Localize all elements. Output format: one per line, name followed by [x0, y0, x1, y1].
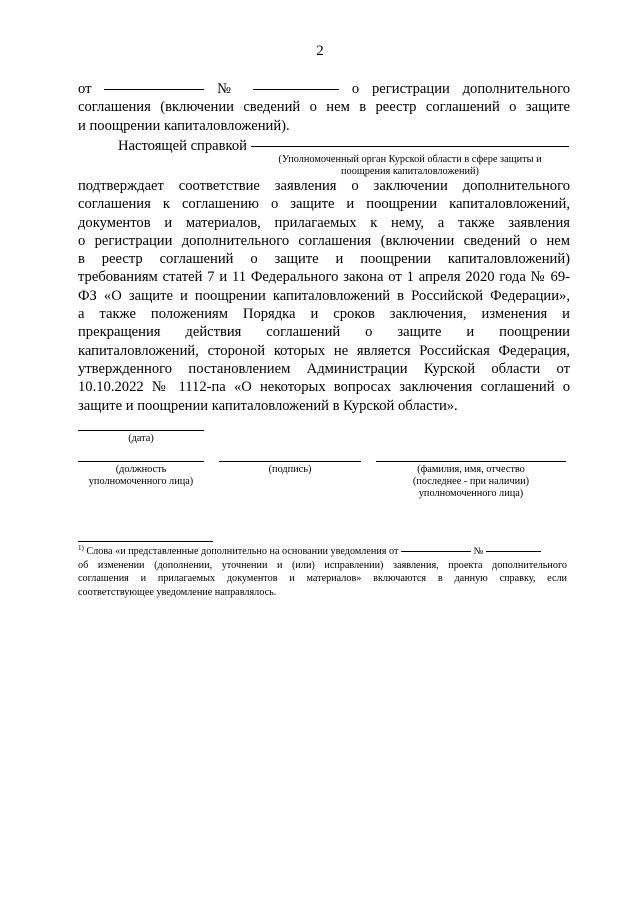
- body-line: ФЗ «О защите и поощрении капиталовложений в Российской Федерации»,: [78, 287, 570, 304]
- header-title-tail: о регистрации дополнительного: [351, 81, 570, 97]
- body-line: о регистрации дополнительного соглашения (включении сведений о нем: [78, 232, 570, 249]
- header-block: [78, 80, 570, 135]
- header-line-1: [78, 80, 570, 98]
- date-caption: (дата): [128, 433, 154, 444]
- footnote-number-blank: [486, 550, 541, 552]
- from-label: от: [78, 81, 92, 97]
- header-line-3: и поощрении капиталовложений).: [78, 117, 290, 134]
- footnote-line-1: [78, 545, 567, 559]
- body-line: а также положениям Порядка и сроков заключения, изменения и: [78, 306, 570, 323]
- body-line: капиталовложений, стороной которых не является Российская Федерация,: [78, 342, 570, 359]
- body-line: соглашения к соглашению о защите и поощрении капиталовложений,: [78, 196, 570, 213]
- body-paragraph: [78, 177, 570, 415]
- footnote-line-1-text: Слова «и представленные дополнительно на основании уведомления от: [86, 546, 399, 557]
- body-last-line: защите и поощрении капиталовложений в Курской области».: [78, 397, 458, 414]
- name-signature-line: [376, 461, 566, 462]
- name-caption-line-2: (последнее - при наличии): [412, 476, 530, 487]
- footnote-marker: 1): [78, 544, 84, 552]
- body-line: подтверждает соответствие заявления о заключении дополнительного: [78, 178, 570, 194]
- header-line-2: соглашения (включении сведений о нем в реестр соглашений о защите: [78, 99, 570, 116]
- footnote-line: соглашения и прилагаемых документов и материалов» включаются в данную справку, если: [78, 573, 567, 585]
- date-blank: [104, 88, 204, 90]
- authority-caption-line-2: поощрения капиталовложений): [341, 166, 479, 177]
- footnote-last-line: соответствующее уведомление направлялось.: [78, 586, 277, 598]
- authority-caption-line-1: (Уполномоченный орган Курской области в сфере защиты и: [278, 154, 542, 165]
- body-line: требованиям статей 7 и 11 Федерального закона от 1 апреля 2020 года № 69-: [78, 269, 570, 286]
- date-signature-line: [78, 430, 204, 431]
- footnote-separator: [78, 541, 213, 542]
- reference-intro-line: [118, 137, 570, 155]
- body-line: 10.10.2022 № 1112-па «О некоторых вопросах заключения соглашений о: [78, 379, 570, 396]
- body-line: утвержденного постановлением Администрации Курской области от: [78, 360, 570, 377]
- name-caption-line-3: уполномоченного лица): [418, 488, 524, 499]
- position-caption-line-2: уполномоченного лица): [88, 476, 194, 487]
- footnote: [78, 545, 567, 599]
- position-signature-line: [78, 461, 204, 462]
- name-caption: [376, 464, 566, 500]
- reference-intro: Настоящей справкой: [118, 138, 247, 154]
- position-caption: [70, 464, 212, 488]
- position-caption-line-1: (должность: [115, 464, 167, 475]
- signature-line: [219, 461, 361, 462]
- footnote-date-blank: [401, 550, 471, 552]
- footnote-number-label: №: [473, 546, 484, 557]
- authority-blank: [251, 145, 569, 147]
- number-blank: [253, 88, 339, 90]
- body-line: в реестр соглашений о защите и поощрении капиталовложений): [78, 251, 570, 268]
- body-line: прекращения действия соглашений о защите и поощрении: [78, 324, 570, 341]
- signature-caption: (подпись): [268, 464, 312, 475]
- body-line: документов и материалов, прилагаемых к нему, а также заявления: [78, 214, 570, 231]
- name-caption-line-1: (фамилия, имя, отчество: [417, 464, 525, 475]
- page-number: 2: [316, 43, 324, 59]
- footnote-line: об изменении (дополнении, уточнении и (или) исправлении) заявления, проекта дополнительного: [78, 559, 567, 571]
- number-label: №: [217, 81, 241, 97]
- authority-caption: [250, 154, 570, 178]
